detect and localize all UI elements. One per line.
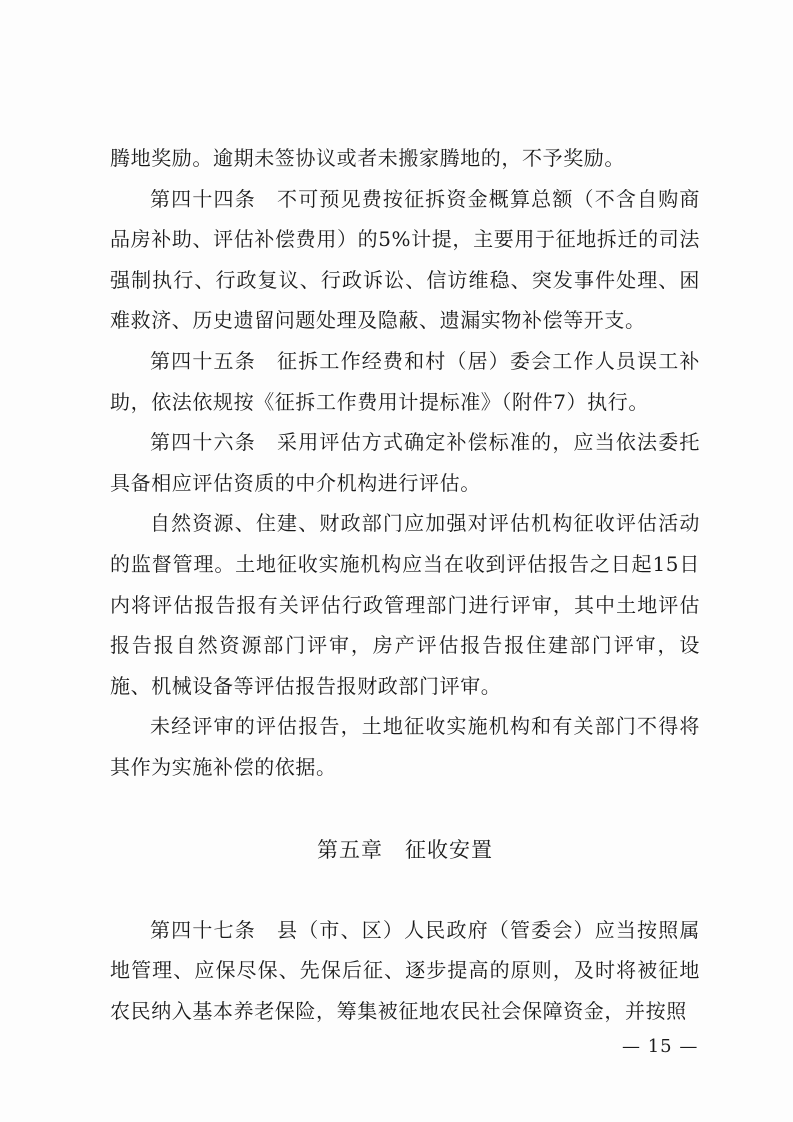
paragraph-article-46: 第四十六条 采用评估方式确定补偿标准的，应当依法委托具备相应评估资质的中介机构进行评估。 (110, 430, 700, 495)
paragraph-unreviewed-report: 未经评审的评估报告，土地征收实施机构和有关部门不得将其作为实施补偿的依据。 (110, 714, 700, 779)
paragraph-article-47: 第四十七条 县（市、区）人民政府（管委会）应当按照属地管理、应保尽保、先保后征、逐步提高的原则，及时将被征地农民纳入基本养老保险，筹集被征地农民社会保障资金，并按照 (110, 917, 700, 1023)
chapter-title: 第五章 征收安置 (317, 837, 493, 862)
paragraph-article-44: 第四十四条 不可预见费按征拆资金概算总额（不含自购商品房补助、评估补偿费用）的5%计提，主要用于征地拆迁的司法强制执行、行政复议、行政诉讼、信访维稳、突发事件处理、困难救济、历史遗留问题处理及隐蔽、遗漏实物补偿等开支。 (110, 186, 700, 333)
paragraph-article-45: 第四十五条 征拆工作经费和村（居）委会工作人员误工补助，依法依规按《征拆工作费用计提标准》（附件7）执行。 (110, 348, 700, 414)
page-number: — 15 — (622, 1036, 699, 1057)
document-body (110, 138, 700, 1031)
paragraph-evaluation-supervision: 自然资源、住建、财政部门应加强对评估机构征收评估活动的监督管理。土地征收实施机构应当在收到评估报告之日起15日内将评估报告报有关评估行政管理部门进行评审，其中土地评估报告报自然资源部门评审，房产评估报告报住建部门评审，设施、机械设备等评估报告报财政部门评审。 (110, 511, 700, 698)
paragraph-continued-reward: 腾地奖励。逾期未签协议或者未搬家腾地的，不予奖励。 (110, 146, 625, 170)
